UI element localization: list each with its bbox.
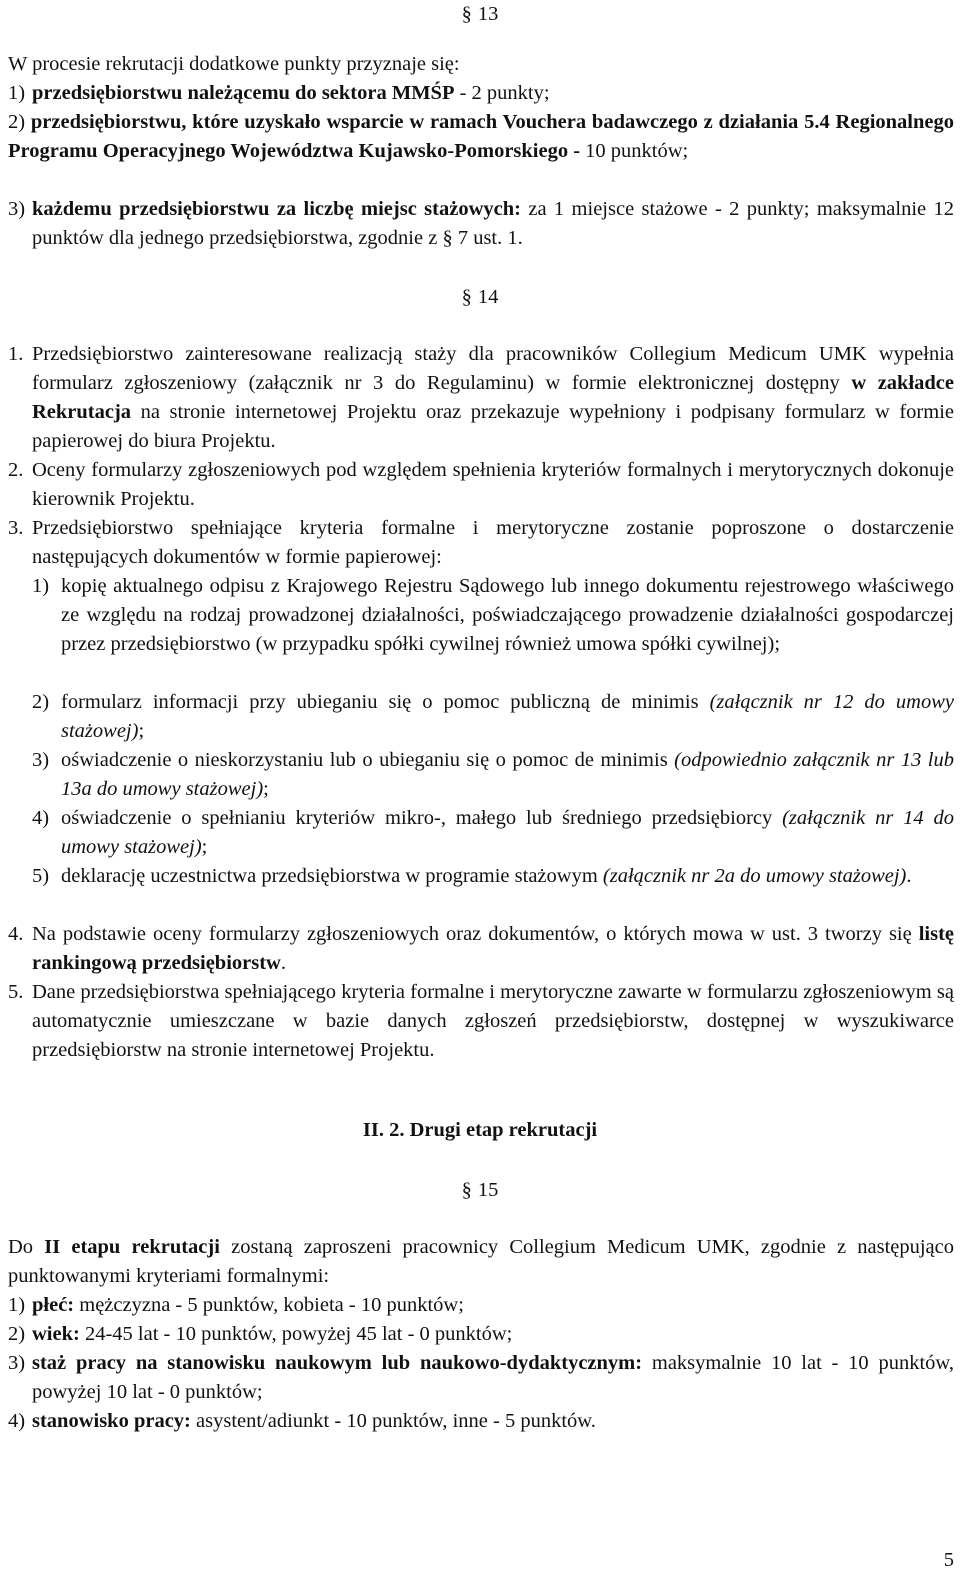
item-bold: stanowisko pracy: xyxy=(32,1410,191,1432)
item-bold: przedsiębiorstwu należącemu do sektora MMŚP xyxy=(32,82,455,104)
item-number: 1) xyxy=(8,82,26,104)
subitem-end: ; xyxy=(263,778,269,800)
item-bold: staż pracy na stanowisku naukowym lub naukowo-dydaktycznym: xyxy=(32,1352,643,1374)
item-number: 4. xyxy=(8,923,24,945)
intro-text-end: zostaną zaproszeni pracownicy Collegium Medicum UMK, zgodnie z następująco punktowanymi kryteriami formalnymi: xyxy=(8,1236,955,1287)
section-15-heading xyxy=(0,1176,960,1205)
intro-bold: II etapu rekrutacji xyxy=(44,1236,220,1258)
item-bold: w zakładce Rekrutacja xyxy=(32,372,955,423)
subitem-number: 3) xyxy=(32,749,50,771)
item-number: 5. xyxy=(8,981,24,1003)
p14-item-3 xyxy=(8,514,954,572)
subitem-number: 2) xyxy=(32,691,50,713)
item-text: maksymalnie 10 lat - 10 punktów, powyżej 10 lat - 0 punktów; xyxy=(32,1352,955,1403)
item-bold: płeć: xyxy=(32,1294,75,1316)
subitem-text: kopię aktualnego odpisu z Krajowego Rejestru Sądowego lub innego dokumentu rejestrowego właściwego ze względu na rodzaj prowadzonej działalności, poświadczającego prowadzenie działalności gospodarczej przez przedsiębiorstwo (w przypadku spółki cywilnej również umowa spółki cywilnej); xyxy=(61,575,954,655)
item-text: 24-45 lat - 10 punktów, powyżej 45 lat - 0 punktów; xyxy=(79,1323,513,1345)
item-number: 3. xyxy=(8,517,24,539)
p14-subitem-4 xyxy=(8,804,954,862)
item-text: mężczyzna - 5 punktów, kobieta - 10 punktów; xyxy=(74,1294,464,1316)
section-number: 13 xyxy=(477,3,499,25)
item-number: 1. xyxy=(8,343,24,365)
p14-subitem-5 xyxy=(8,862,954,891)
item-number: 3) xyxy=(8,198,26,220)
p13-intro: W procesie rekrutacji dodatkowe punkty przyznaje się: xyxy=(8,53,460,75)
item-number: 3) xyxy=(8,1352,26,1374)
p13-item-1 xyxy=(8,79,954,108)
item-text: za 1 miejsce stażowe - 2 punkty; maksymalnie 12 punktów dla jednego przedsiębiorstwa, zgodnie z § 7 ust. 1. xyxy=(32,198,955,249)
p14-subitem-3 xyxy=(8,746,954,804)
subitem-number: 5) xyxy=(32,865,50,887)
item-text: Oceny formularzy zgłoszeniowych pod względem spełnienia kryteriów formalnych i merytorycznych dokonuje kierownik Projektu. xyxy=(32,459,954,510)
item-number: 2) xyxy=(8,111,26,133)
item-bold: wiek: xyxy=(32,1323,80,1345)
p15-item-4 xyxy=(8,1407,954,1436)
item-text: asystent/adiunkt - 10 punktów, inne - 5 punktów. xyxy=(190,1410,596,1432)
subitem-number: 1) xyxy=(32,575,50,597)
p14-item-4 xyxy=(8,920,954,978)
item-number: 1) xyxy=(8,1294,26,1316)
item-text: 10 punktów; xyxy=(580,140,689,162)
item-number: 2) xyxy=(8,1323,26,1345)
item-text: Przedsiębiorstwo zainteresowane realizacją staży dla pracowników Collegium Medicum UMK wypełnia formularz zgłoszeniowy (załącznik nr 3 do Regulaminu) w formie elektronicznej dostępny xyxy=(32,343,954,394)
subitem-end: ; xyxy=(201,836,208,858)
subitem-number: 4) xyxy=(32,807,50,829)
p15-item-3 xyxy=(8,1349,954,1407)
subitem-italic: (załącznik nr 12 do umowy stażowej) xyxy=(61,691,954,742)
p15-item-2 xyxy=(8,1320,954,1349)
subitem-italic: (załącznik nr 14 do umowy stażowej) xyxy=(61,807,954,858)
p14-item-1 xyxy=(8,340,954,456)
section-14-heading xyxy=(0,283,960,312)
section-number: 14 xyxy=(477,286,499,308)
item-bold: listę rankingową przedsiębiorstw xyxy=(32,923,954,974)
section-symbol: § xyxy=(461,3,472,25)
p15-item-1 xyxy=(8,1291,954,1320)
p14-item-5 xyxy=(8,978,954,1065)
item-number: 2. xyxy=(8,459,24,481)
subitem-end: . xyxy=(906,865,912,887)
section-symbol: § xyxy=(461,286,472,308)
item-text-end: . xyxy=(280,952,286,974)
item-text-end: na stronie internetowej Projektu oraz przekazuje wypełniony i podpisany formularz w formie papierowej do biura Projektu. xyxy=(32,401,954,452)
chapter-heading: II. 2. Drugi etap rekrutacji xyxy=(362,1119,598,1141)
page-number: 5 xyxy=(943,1549,954,1571)
subitem-text: deklarację uczestnictwa przedsiębiorstwa w programie stażowym xyxy=(61,865,603,887)
intro-text: Do xyxy=(8,1236,45,1258)
item-bold: przedsiębiorstwu, które uzyskało wsparcie w ramach Vouchera badawczego z działania 5.4 Regionalnego Programu Operacyjnego Województwa Kujawsko-Pomorskiego - xyxy=(8,111,955,162)
item-text: Dane przedsiębiorstwa spełniającego kryteria formalne i merytoryczne zawarte w formularzu zgłoszeniowym są automatycznie umieszczane w bazie danych zgłoszeń przedsiębiorstw, dostępnej w wyszukiwarce przedsiębiorstw na stronie internetowej Projektu. xyxy=(32,981,954,1061)
p14-item-2 xyxy=(8,456,954,514)
item-number: 4) xyxy=(8,1410,26,1432)
section-symbol: § xyxy=(461,1179,472,1201)
subitem-italic: (odpowiednio załącznik nr 13 lub 13a do umowy stażowej) xyxy=(61,749,954,800)
p13-item-3 xyxy=(8,195,954,253)
p15-intro xyxy=(8,1233,954,1291)
item-text: Na podstawie oceny formularzy zgłoszeniowych oraz dokumentów, o których mowa w ust. 3 tworzy się xyxy=(32,923,919,945)
p14-subitem-1 xyxy=(8,572,954,659)
subitem-text: oświadczenie o spełnianiu kryteriów mikro-, małego lub średniego przedsiębiorcy xyxy=(61,807,783,829)
subitem-italic: (załącznik nr 2a do umowy stażowej) xyxy=(602,865,907,887)
section-13-heading xyxy=(0,0,960,29)
p13-item-2 xyxy=(8,108,954,166)
subitem-end: ; xyxy=(138,720,145,742)
subitem-text: oświadczenie o nieskorzystaniu lub o ubieganiu się o pomoc de minimis xyxy=(61,749,675,771)
p14-subitem-2 xyxy=(8,688,954,746)
item-text: - 2 punkty; xyxy=(454,82,550,104)
item-text: Przedsiębiorstwo spełniające kryteria formalne i merytoryczne zostanie poproszone o dostarczenie następujących dokumentów w formie papierowej: xyxy=(32,517,954,568)
section-number: 15 xyxy=(477,1179,499,1201)
subitem-text: formularz informacji przy ubieganiu się o pomoc publiczną de minimis xyxy=(61,691,710,713)
item-bold: każdemu przedsiębiorstwu za liczbę miejsc stażowych: xyxy=(32,198,521,220)
